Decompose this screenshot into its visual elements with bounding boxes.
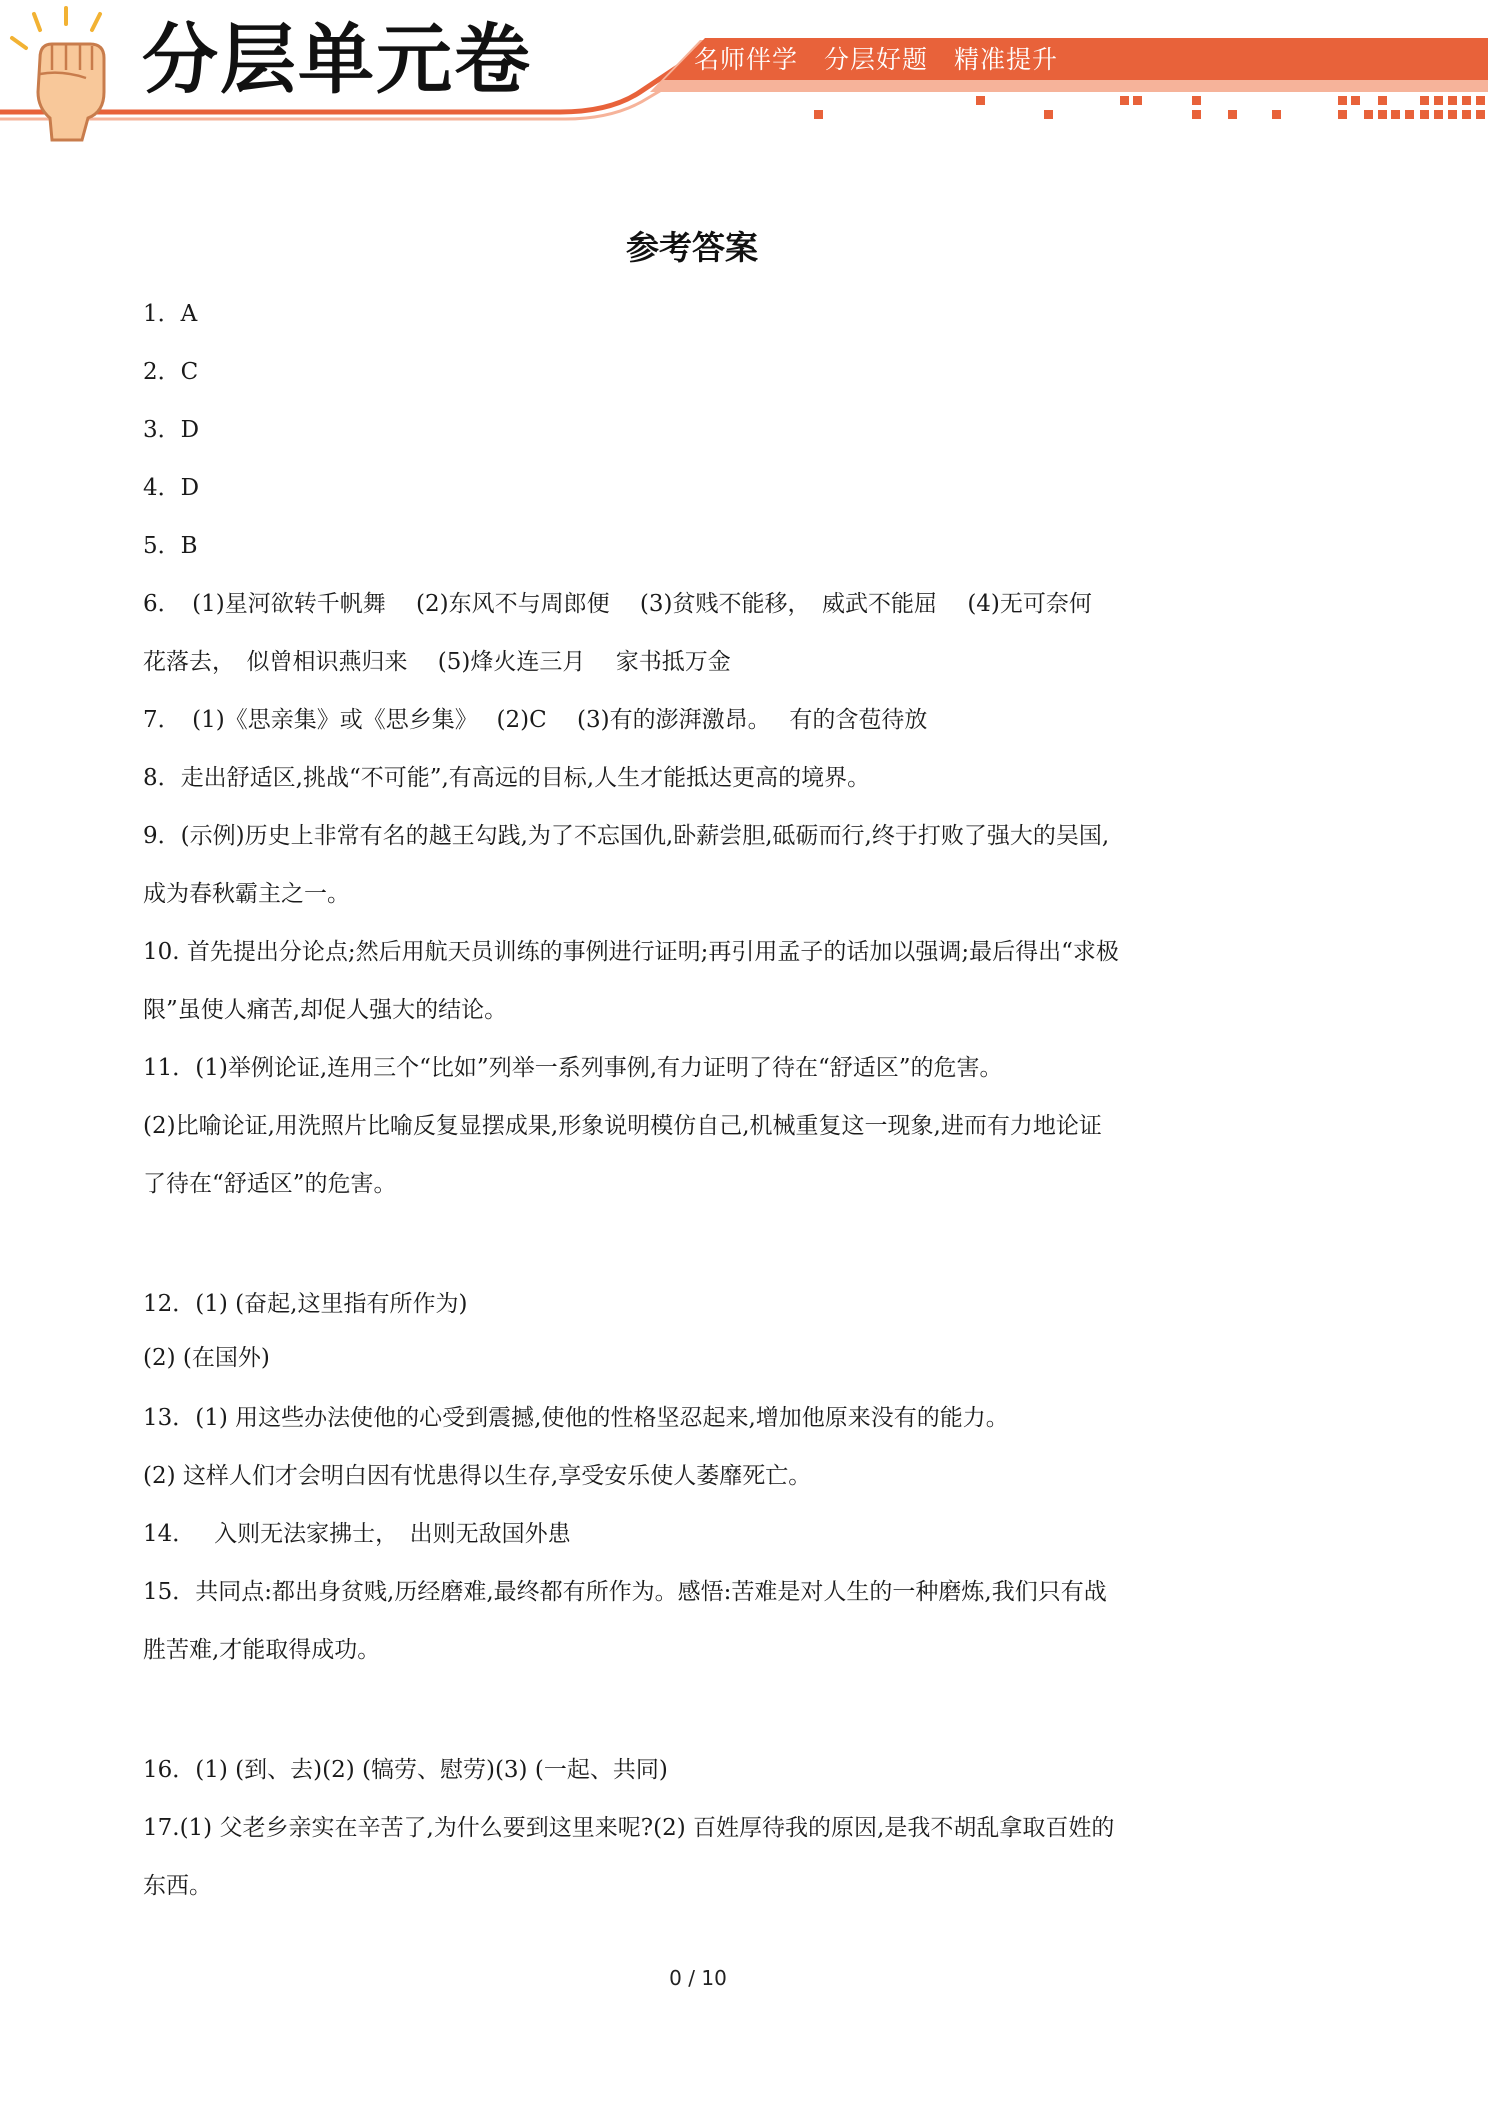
answer-text: 东西。 [143, 1873, 212, 1899]
answer-line [143, 1810, 1114, 1846]
answer-text: C [180, 359, 199, 385]
answer-number: 17. [143, 1815, 180, 1841]
answer-line [143, 1516, 571, 1552]
answer-number: 15． [143, 1579, 196, 1605]
brand-title: 分层单元卷 [142, 15, 532, 104]
answer-number: 1． [143, 301, 181, 327]
answer-number: 10. [143, 939, 180, 965]
answer-line [143, 1166, 397, 1202]
answer-text: 了待在“舒适区”的危害。 [143, 1171, 397, 1197]
answer-text: (1)举例论证,连用三个“比如”列举一系列事例,有力证明了待在“舒适区”的危害。 [195, 1055, 1003, 1081]
answer-number: 2． [143, 359, 181, 385]
answer-text: (示例)历史上非常有名的越王勾践,为了不忘国仇,卧薪尝胆,砥砺而行,终于打败了强大的吴国, [180, 823, 1110, 849]
answer-text: (1)《思亲集》或《思乡集》 (2)C (3)有的澎湃激昂。 有的含苞待放 [169, 707, 928, 733]
answer-text: A [180, 301, 198, 327]
answer-line [143, 644, 731, 680]
answer-key-title: 参考答案 [626, 228, 758, 267]
answer-number: 4． [143, 475, 181, 501]
answer-text: 胜苦难,才能取得成功。 [143, 1637, 381, 1663]
answer-line [143, 528, 198, 564]
answer-number: 7． [143, 707, 170, 733]
answer-number: 6． [143, 591, 170, 617]
answer-line [143, 1632, 380, 1668]
answer-line [143, 1574, 1107, 1610]
answer-line [143, 1400, 1009, 1436]
answer-number: 12． [143, 1291, 196, 1317]
answer-number: 8． [143, 765, 181, 791]
answer-line [143, 1286, 467, 1322]
answer-text: (2) (在国外) [143, 1345, 270, 1371]
answer-line [143, 992, 507, 1028]
answer-text: 花落去， 似曾相识燕归来 (5)烽火连三月 家书抵万金 [143, 649, 731, 675]
answer-text: (2)比喻论证,用洗照片比喻反复显摆成果,形象说明模仿自己,机械重复这一现象,进而有力地论证 [143, 1113, 1102, 1139]
answer-text: B [180, 533, 198, 559]
answer-number: 9． [143, 823, 181, 849]
answer-text: D [180, 417, 200, 443]
page-number: 0 / 10 [669, 1966, 727, 1990]
answer-line [143, 1340, 270, 1376]
answer-line [143, 586, 1092, 622]
answer-text: 共同点:都出身贫贱,历经磨难,最终都有所作为。感悟:苦难是对人生的一种磨炼,我们只有战 [195, 1579, 1107, 1605]
answer-text: (1) (到、去)(2) (犒劳、慰劳)(3) (一起、共同) [195, 1757, 668, 1783]
header-slogan: 名师伴学 分层好题 精准提升 [694, 45, 1059, 74]
answer-line [143, 1868, 212, 1904]
answer-text: D [180, 475, 200, 501]
answer-text: 首先提出分论点;然后用航天员训练的事例进行证明;再引用孟子的话加以强调;最后得出“求极 [179, 939, 1119, 965]
answer-line [143, 470, 199, 506]
answer-text: (1) 用这些办法使他的心受到震撼,使他的性格坚忍起来,增加他原来没有的能力。 [195, 1405, 1009, 1431]
answer-line [143, 354, 198, 390]
answer-number: 14． [143, 1521, 184, 1547]
page-header [0, 0, 1488, 150]
answer-number: 13． [143, 1405, 196, 1431]
answer-text: 入则无法家拂士， 出则无敌国外患 [183, 1521, 571, 1547]
answer-number: 16． [143, 1757, 196, 1783]
answer-text: (1)星河欲转千帆舞 (2)东风不与周郎便 (3)贫贱不能移， 威武不能屈 (4)无可奈何 [169, 591, 1092, 617]
answer-line [143, 1752, 668, 1788]
answer-line [143, 1050, 1003, 1086]
answer-line [143, 1108, 1102, 1144]
answer-number: 11． [143, 1055, 196, 1081]
answer-line [143, 296, 197, 332]
answer-number: 5． [143, 533, 181, 559]
answer-line [143, 1458, 811, 1494]
answer-line [143, 412, 199, 448]
answer-text: (1) (奋起,这里指有所作为) [195, 1291, 468, 1317]
answer-line [143, 760, 870, 796]
answer-text: (1) 父老乡亲实在辛苦了,为什么要到这里来呢?(2) 百姓厚待我的原因,是我不胡乱拿取百姓的 [179, 1815, 1115, 1841]
answer-text: 走出舒适区,挑战“不可能”,有高远的目标,人生才能抵达更高的境界。 [180, 765, 871, 791]
answer-text: 成为春秋霸主之一。 [143, 881, 350, 907]
answer-text: 限”虽使人痛苦,却促人强大的结论。 [143, 997, 508, 1023]
answer-line [143, 876, 350, 912]
answer-line [143, 702, 927, 738]
answer-number: 3． [143, 417, 181, 443]
answer-line [143, 818, 1109, 854]
answer-line [143, 934, 1119, 970]
answer-text: (2) 这样人们才会明白因有忧患得以生存,享受安乐使人萎靡死亡。 [143, 1463, 812, 1489]
